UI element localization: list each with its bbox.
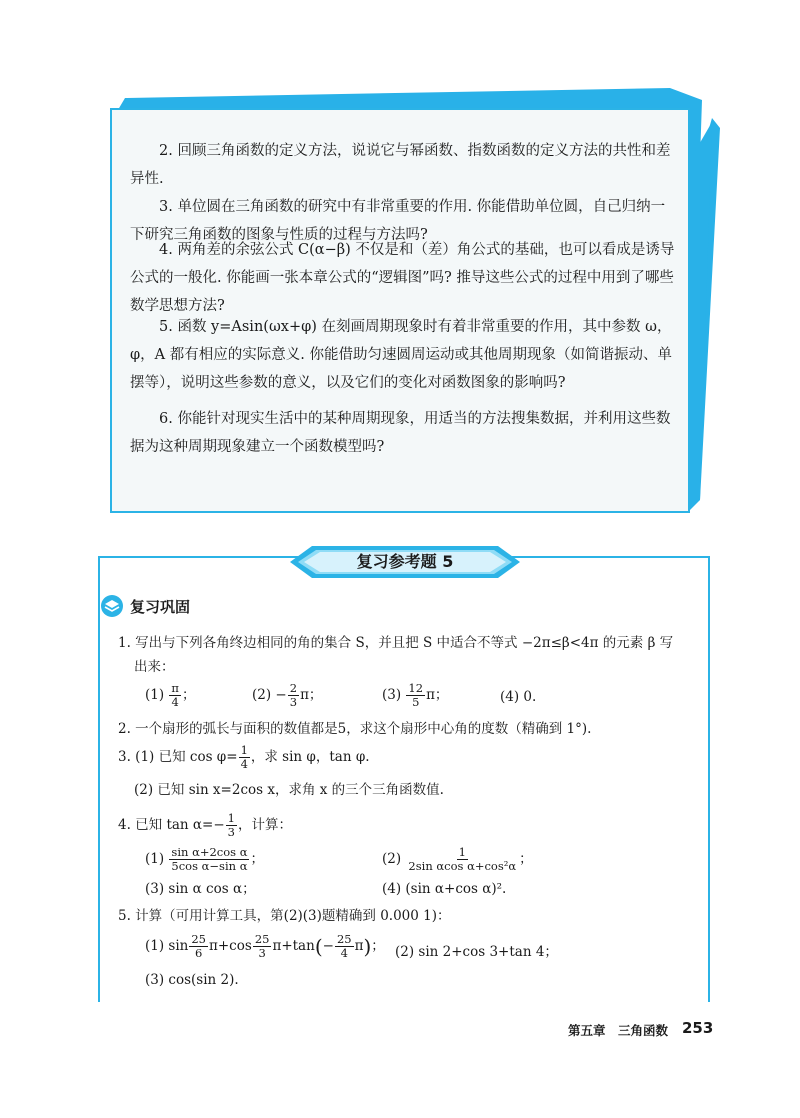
q4-part3: (3) sin α cos α； [145,881,256,897]
reflection-item-6: 6. 你能针对现实生活中的某种周期现象，用适当的方法搜集数据，并利用这些数据为这种周期现象建立一个函数模型吗? [130,411,671,455]
page-number: 253 [682,1019,714,1037]
q1-part4: (4) 0. [500,689,537,705]
q4-part2: (2) $\frac{1}{\text{2sin αcos α+cos²α}}$ ； [382,845,533,873]
section-title: 复习巩固 [130,598,191,616]
reflection-item-4: 4. 两角差的余弦公式 C(α−β) 不仅是和（差）角公式的基础，也可以看成是诱导公式的一般化. 你能画一张本章公式的“逻辑图”吗? 推导这些公式的过程中用到了哪些数学思想方法? [130,242,675,314]
reflection-item-2: 2. 回顾三角函数的定义方法，说说它与幂函数、指数函数的定义方法的共性和差异性. [130,143,671,187]
layers-icon [100,594,124,618]
q1-part3: (3) $\frac{12}{5}$ π； [382,681,449,709]
q4-part1: (1) $\frac{\text{sin α+2cos α}}{\text{5cos α−sin α}}$ ； [145,845,264,873]
reflection-item-5: 5. 函数 y=Asin(ωx+φ) 在刻画周期现象时有着非常重要的作用，其中参数 ω，φ，A 都有相应的实际意义. 你能借助匀速圆周运动或其他周期现象（如简谐振动、单摆等），说明这些参数的意义，以及它们的变化对函数图象的影响吗? [130,319,672,391]
q5-part1: (1) sin $\frac{25}{6}$ π+cos $\frac{25}{3}$ π+tan(− $\frac{25}{4}$ π)； [145,932,385,960]
q1-text-cont: 出来： [134,659,175,675]
q4-text: 4. 已知 tan α=− $\frac{1}{3}$ ，计算： [118,811,292,839]
q3-part1: 3. (1) 已知 cos φ= $\frac{1}{4}$ ，求 sin φ，tan φ. [118,743,370,771]
reflection-item-3: 3. 单位圆在三角函数的研究中有非常重要的作用. 你能借助单位圆，自己归纳一下研究三角函数的图象与性质的过程与方法吗? [130,199,666,243]
q1-part1: (1) $\frac{\pi}{4}$ ； [145,681,196,709]
chapter-label: 第五章 三角函数 [568,1023,669,1038]
q3-part2: (2) 已知 sin x=2cos x，求角 x 的三个三角函数值. [134,782,444,798]
q5-text: 5. 计算（可用计算工具，第(2)(3)题精确到 0.000 1)： [118,908,451,924]
banner-title: 复习参考题 5 [356,552,454,571]
q5-part3: (3) cos(sin 2). [145,972,239,988]
q1-part2: (2) − $\frac{2}{3}$ π； [252,681,323,709]
q1-text: 1. 写出与下列各角终边相同的角的集合 S，并且把 S 中适合不等式 −2π≤β<4π 的元素 β 写 [118,635,674,651]
q4-part4: (4) (sin α+cos α)². [382,881,507,897]
q5-part2: (2) sin 2+cos 3+tan 4； [395,944,558,960]
q2-text: 2. 一个扇形的弧长与面积的数值都是5，求这个扇形中心角的度数（精确到 1°). [118,721,592,737]
